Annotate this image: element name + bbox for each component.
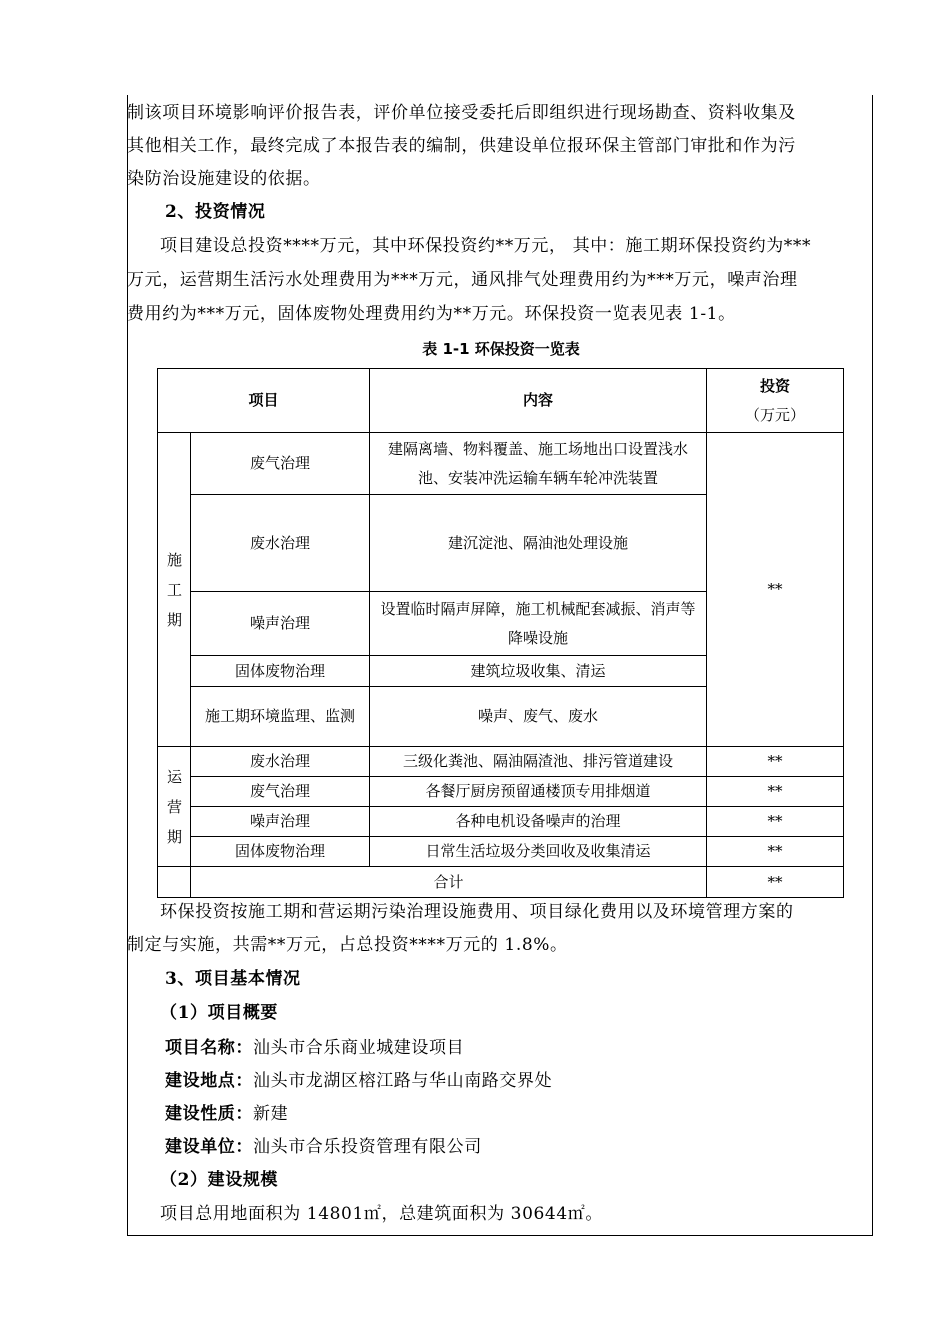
- total-blank-cell: [158, 867, 191, 898]
- row-value: **: [707, 777, 844, 807]
- table-row: [158, 807, 844, 837]
- info-value: 新建: [253, 1104, 289, 1124]
- row-content: 日常生活垃圾分类回收及收集清运: [370, 837, 707, 867]
- table-caption: 表 1-1 环保投资一览表: [422, 340, 580, 358]
- row-item: 噪声治理: [191, 807, 370, 837]
- row-value: **: [707, 837, 844, 867]
- row-item: 废水治理: [191, 747, 370, 777]
- info-unit: [165, 1131, 865, 1165]
- header-item: 项目: [158, 369, 370, 433]
- info-nature: [165, 1098, 865, 1132]
- table-row: [158, 837, 844, 867]
- row-content: 各餐厅厨房预留通楼顶专用排烟道: [370, 777, 707, 807]
- header-invest-line1: 投资: [759, 376, 790, 395]
- table-row: [158, 747, 844, 777]
- section-3-title: 3、项目基本情况: [165, 969, 301, 989]
- info-label: 建设性质：: [165, 1104, 253, 1124]
- intro-line-3: 染防治设施建设的依据。: [127, 169, 321, 189]
- info-value: 汕头市龙湖区榕江路与华山南路交界处: [253, 1071, 553, 1091]
- table-row: [158, 433, 844, 495]
- total-label: 合计: [191, 867, 707, 898]
- intro-line-2: 其他相关工作，最终完成了本报告表的编制，供建设单位报环保主管部门审批和作为污: [127, 136, 796, 156]
- row-content: 建筑垃圾收集、清运: [370, 656, 707, 687]
- invest-line-3: 费用约为***万元，固体废物处理费用约为**万元。环保投资一览表见表 1-1。: [127, 304, 736, 324]
- info-project-name: [165, 1032, 865, 1066]
- row-item: 固体废物治理: [191, 656, 370, 687]
- after-table-line-1: 环保投资按施工期和营运期污染治理设施费用、项目绿化费用以及环境管理方案的: [160, 902, 794, 922]
- row-item: 废气治理: [191, 433, 370, 495]
- investment-table: [157, 368, 844, 898]
- row-value: **: [707, 807, 844, 837]
- row-content: 三级化粪池、隔油隔渣池、排污管道建设: [370, 747, 707, 777]
- scale-line: 项目总用地面积为 14801㎡，总建筑面积为 30644㎡。: [160, 1204, 603, 1224]
- after-table-line-2: 制定与实施，共需**万元，占总投资****万元的 1.8%。: [127, 935, 568, 955]
- row-content: 建沉淀池、隔油池处理设施: [370, 495, 707, 592]
- info-value: 汕头市合乐投资管理有限公司: [253, 1137, 482, 1157]
- operation-period-label: 运营期: [158, 747, 191, 867]
- info-location: [165, 1065, 865, 1099]
- header-invest: [707, 369, 844, 433]
- row-content: 各种电机设备噪声的治理: [370, 807, 707, 837]
- header-invest-line2: （万元）: [744, 405, 805, 424]
- subsection-2-title: （2）建设规模: [160, 1170, 279, 1190]
- row-item: 固体废物治理: [191, 837, 370, 867]
- construction-invest-value: **: [707, 433, 844, 747]
- invest-line-1: 项目建设总投资****万元，其中环保投资约**万元， 其中：施工期环保投资约为***: [160, 236, 812, 256]
- subsection-1-title: （1）项目概要: [160, 1003, 279, 1023]
- info-label: 项目名称：: [165, 1038, 253, 1058]
- total-value: **: [707, 867, 844, 898]
- row-item: 废水治理: [191, 495, 370, 592]
- row-content: 噪声、废气、废水: [370, 687, 707, 747]
- row-item: 施工期环境监理、监测: [191, 687, 370, 747]
- row-item: 噪声治理: [191, 592, 370, 656]
- row-content: 建隔离墙、物料覆盖、施工场地出口设置浅水池、安装冲洗运输车辆车轮冲洗装置: [370, 433, 707, 495]
- section-2-title: 2、投资情况: [165, 202, 266, 222]
- row-item: 废气治理: [191, 777, 370, 807]
- row-content: 设置临时隔声屏障，施工机械配套减振、消声等降噪设施: [370, 592, 707, 656]
- construction-period-label: 施工期: [158, 433, 191, 747]
- table-row: [158, 777, 844, 807]
- header-content: 内容: [370, 369, 707, 433]
- info-value: 汕头市合乐商业城建设项目: [253, 1038, 465, 1058]
- table-total-row: [158, 867, 844, 898]
- table-header-row: [158, 369, 844, 433]
- row-value: **: [707, 747, 844, 777]
- invest-line-2: 万元，运营期生活污水处理费用为***万元，通风排气处理费用约为***万元，噪声治理: [127, 270, 798, 290]
- intro-line-1: 制该项目环境影响评价报告表，评价单位接受委托后即组织进行现场勘查、资料收集及: [127, 103, 796, 123]
- info-label: 建设地点：: [165, 1071, 253, 1091]
- info-label: 建设单位：: [165, 1137, 253, 1157]
